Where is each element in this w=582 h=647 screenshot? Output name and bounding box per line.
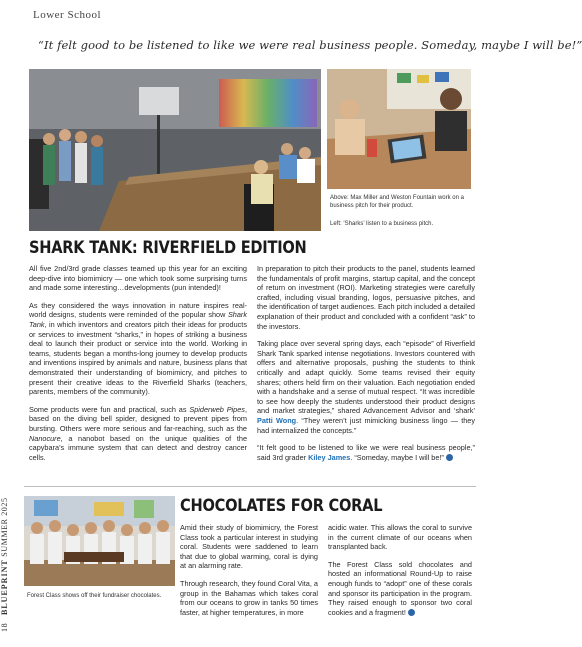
- caption-main-photo: Left: ‘Sharks’ listen to a business pitch.: [330, 221, 434, 227]
- paragraph: As they considered the ways innovation in nature inspires real-world designs, students were reminded of the popular show Shark Tank, in which inventors and creators pitch their ideas for products or services to investment “sharks,” in hopes of striking a business deal to launch their product or service into the world. Working in teams, students began a months-long journey to develop products and inventions inspired by animals and nature, business plans that demonstrated their understanding of biomimicry, and pitches to present their creative ideas to the Riverfield Sharks (teachers, parents, members of the community).: [29, 300, 247, 397]
- pull-quote: “It felt good to be listened to like we were real business people. Someday, maybe I will be!”: [38, 38, 582, 52]
- article-column-4: [328, 523, 472, 625]
- photo-students-laptop: [327, 69, 471, 189]
- person-name: Kiley James: [308, 452, 351, 462]
- photo-shark-tank-room: [29, 69, 321, 231]
- headline-shark-tank: SHARK TANK: RIVERFIELD EDITION: [29, 238, 307, 258]
- caption-class-photo: Forest Class shows off their fundraiser chocolates.: [27, 593, 162, 599]
- paragraph: Taking place over several spring days, each “episode” of Riverfield Shark Tank sparked intense negotiations. Investors countered with offers and alternative proposals, pushing the students to think critically and adapt quickly. Some teams revised their equity shares; others held firm on their valuation. Each negotiation ended with a handshake and a sense of mutual respect. “It was incredible to see how deeply the students understood their product designs and market strategies,” shared Advancement Advisor and ‘shark’ Patti Wong. “They weren’t just mimicking business lingo — they had internalized the concepts.”: [257, 339, 476, 435]
- magazine-issue: SUMMER 2025: [0, 497, 9, 557]
- magazine-brand: BLUEPRINT: [0, 559, 9, 615]
- person-name: Patti Wong: [257, 415, 297, 425]
- headline-chocolates: CHOCOLATES FOR CORAL: [180, 496, 383, 516]
- paragraph: In preparation to pitch their products to the panel, students learned the fundamentals of profit margins, startup capital, and the concept of return on investment (ROI). Marketing strategies were carefully crafted, including visual branding, logos, persuasive pitches, and the identification of target audiences. Each pitch included a detailed explanation of their product and concluded with a confident “ask” to the investors.: [257, 264, 475, 331]
- paragraph: Through research, they found Coral Vita, a group in the Bahamas which takes coral from our oceans to grow in tanks 50 times faster, at higher temperatures, in more: [180, 578, 318, 617]
- paragraph: The Forest Class sold chocolates and hosted an informational Round-Up to raise enough funds to “adopt” one of these corals and sponsor its participation in the program. They raised enough to sponsor two coral cookies and a fragment!: [328, 559, 472, 617]
- article-column-3: [180, 523, 318, 625]
- paragraph: acidic water. This allows the coral to survive in the current climate of our oceans when transplanted back.: [328, 523, 472, 552]
- caption-side-photo: Above: Max Miller and Weston Fountain work on a business pitch for their product.: [330, 195, 464, 209]
- page-footer: [0, 497, 9, 632]
- shark-fin-icon: [408, 609, 415, 616]
- page-number: 18: [0, 622, 9, 632]
- article-column-1: [29, 264, 247, 470]
- shark-fin-icon: [446, 454, 453, 461]
- photo-forest-class: [24, 496, 175, 586]
- paragraph: Some products were fun and practical, such as Spiderweb Pipes, based on the diving bell spider, designed to prevent pipes from bursting. Others were more serious and far-reaching, such as the Nanocure, a nanobot based on the unique qualities of the capybara’s immune system that can detect and destroy cancer cells.: [29, 404, 247, 462]
- paragraph: “It felt good to be listened to like we were real business people,” said 3rd grader Kiley James. “Someday, maybe I will be!”: [257, 443, 475, 462]
- section-label: Lower School: [33, 9, 102, 21]
- paragraph: All five 2nd/3rd grade classes teamed up this year for an exciting deep-dive into biomimicry — one which took some surprising turns and made some interesting…developments (pun intended)!: [29, 264, 247, 293]
- section-divider: [24, 486, 476, 487]
- paragraph: Amid their study of biomimicry, the Forest Class took a particular interest in studying coral. Students were saddened to learn that due to global warming, coral is dying at an alarming rate.: [180, 523, 318, 571]
- article-column-2: [257, 264, 475, 470]
